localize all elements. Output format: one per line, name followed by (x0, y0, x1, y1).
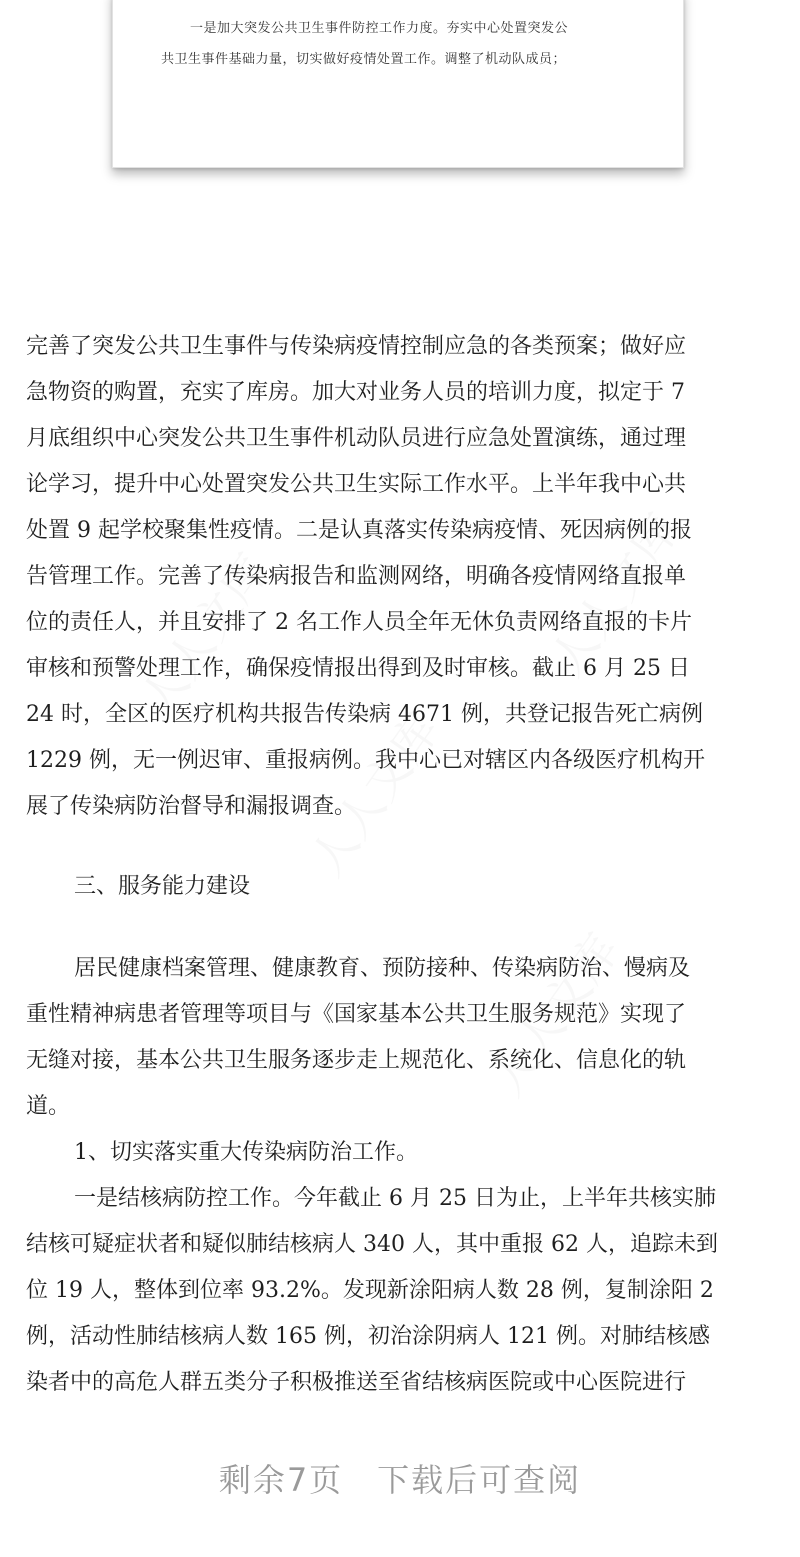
body-line: 染者中的高危人群五类分子积极推送至省结核病医院或中心医院进行 (26, 1370, 687, 1395)
remaining-pages-download-link[interactable]: 剩余7页 下载后可查阅 (218, 1461, 582, 1499)
preview-card (112, 0, 684, 168)
body-line: 急物资的购置，充实了库房。加大对业务人员的培训力度，拟定于 7 (26, 380, 685, 405)
body-line: 展了传染病防治督导和漏报调查。 (26, 794, 357, 819)
body-line: 结核可疑症状者和疑似肺结核病人 340 人，其中重报 62 人，追踪未到 (26, 1232, 718, 1257)
body-line: 论学习，提升中心处置突发公共卫生实际工作水平。上半年我中心共 (26, 472, 687, 497)
body-line: 1229 例，无一例迟审、重报病例。我中心已对辖区内各级医疗机构开 (26, 748, 705, 773)
body-line: 重性精神病患者管理等项目与《国家基本公共卫生服务规范》实现了 (26, 1002, 687, 1027)
body-line: 道。 (26, 1094, 71, 1119)
body-line: 处置 9 起学校聚集性疫情。二是认真落实传染病疫情、死因病例的报 (26, 518, 692, 543)
body-line: 24 时，全区的医疗机构共报告传染病 4671 例，共登记报告死亡病例 (26, 702, 703, 727)
subheading: 1、切实落实重大传染病防治工作。 (74, 1140, 418, 1165)
watermark: 人人文库 (479, 923, 630, 1106)
body-line: 位 19 人，整体到位率 93.2%。发现新涂阳病人数 28 例，复制涂阳 2 (26, 1278, 714, 1303)
body-line: 完善了突发公共卫生事件与传染病疫情控制应急的各类预案；做好应 (26, 334, 687, 359)
watermark: 人人文库 (299, 703, 450, 886)
body-line: 月底组织中心突发公共卫生事件机动队员进行应急处置演练，通过理 (26, 426, 687, 451)
body-line: 审核和预警处理工作，确保疫情报出得到及时审核。截止 6 月 25 日 (26, 656, 690, 681)
body-line: 告管理工作。完善了传染病报告和监测网络，明确各疫情网络直报单 (26, 564, 687, 589)
preview-line-1: 一是加大突发公共卫生事件防控工作力度。夯实中心处置突发公 (190, 21, 569, 36)
watermark: 人人文库 (129, 543, 280, 726)
body-line: 一是结核病防控工作。今年截止 6 月 25 日为止，上半年共核实肺 (74, 1186, 716, 1211)
body-line: 例，活动性肺结核病人数 165 例，初治涂阴病人 121 例。对肺结核感 (26, 1324, 710, 1349)
body-line: 位的责任人，并且安排了 2 名工作人员全年无休负责网络直报的卡片 (26, 610, 692, 635)
section-heading: 三、服务能力建设 (74, 874, 251, 899)
watermark: 人人文库 (539, 503, 690, 686)
preview-line-2: 共卫生事件基础力量，切实做好疫情处置工作。调整了机动队成员； (161, 52, 567, 67)
body-line: 无缝对接，基本公共卫生服务逐步走上规范化、系统化、信息化的轨 (26, 1048, 687, 1073)
body-line: 居民健康档案管理、健康教育、预防接种、传染病防治、慢病及 (74, 956, 691, 981)
